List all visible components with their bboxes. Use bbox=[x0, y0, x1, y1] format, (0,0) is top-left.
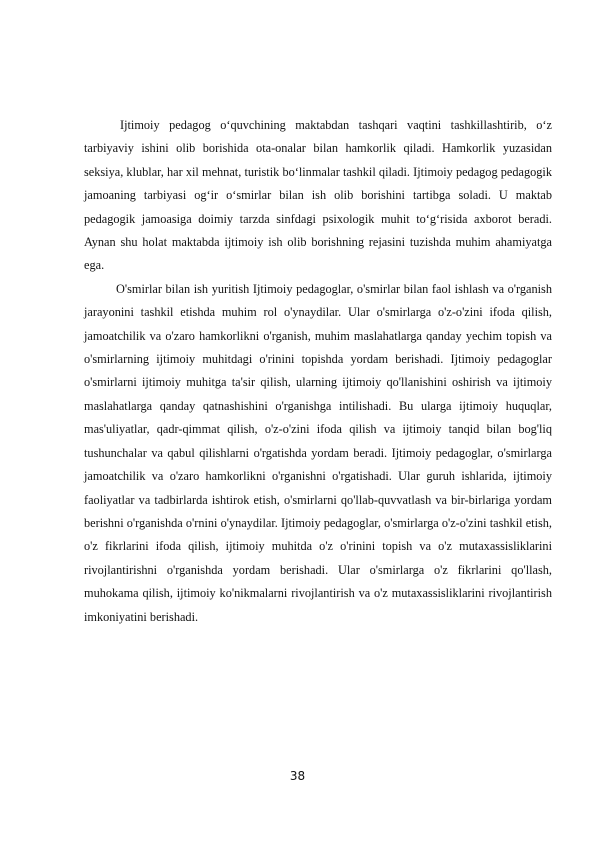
paragraph-working-with-teenagers: O'smirlar bilan ish yuritish Ijtimoiy pedagoglar, o'smirlar bilan faol ishlash va o'rganish jarayonini tashkil etishda muhim rol o'ynaydilar. Ular o'smirlarga o'z-o'zini ifoda qilish, jamoatchilik va o'zaro hamkorlikni o'rganish, muhim maslahatlarga qanday yechim topish va o'smirlarning ijtimoiy muhitdagi o'rinini topishda yordam berishadi. Ijtimoiy pedagoglar o'smirlarni ijtimoiy muhitga ta'sir qilish, ularning ijtimoiy qo'llanishini oshirish va ijtimoiy maslahatlarga qanday qatnashishini o'rganishga intilishadi. Bu ularga ijtimoiy huquqlar, mas'uliyatlar, qadr-qimmat qilish, o'z-o'zini ifoda qilish va ijtimoiy tanqid bilan bog'liq tushunchalar va qabul qilishlarni o'rgatishda yordam beradi. Ijtimoiy pedagoglar, o'smirlarga jamoatchilik va o'zaro hamkorlikni o'rganishni o'rgatishadi. Ular guruh ishlarida, ijtimoiy faoliyatlar va tadbirlarda ishtirok etish, o'smirlarni qo'llab-quvvatlash va bir-birlariga yordam berishni o'rganishda o'rnini o'ynaydilar. Ijtimoiy pedagoglar, o'smirlarga o'z-o'zini tashkil etish, o'z fikrlarini ifoda qilish, ijtimoiy muhitda o'z o'rinini topish va o'z mutaxassisliklarini rivojlantirishni o'rganishda yordam berishadi. Ular o'smirlarga o'z fikrlarini qo'llash, muhokama qilish, ijtimoiy ko'nikmalarni rivojlantirish va o'z mutaxassisliklarini rivojlantirish imkoniyatini berishadi. bbox=[84, 281, 552, 624]
paragraph-social-pedagog-cooperation: Ijtimoiy pedagog o‘quvchining maktabdan tashqari vaqtini tashkillashtirib, o‘z tarbiyaviy ishini olib borishida ota-onalar bilan hamkorlik qiladi. Hamkorlik yuzasidan seksiya, klublar, har xil mehnat, turistik bo‘linmalar tashkil qiladi. Ijtimoiy pedagog pedagogik jamoaning tarbiyasi og‘ir o‘smirlar bilan ish olib borishini tartibga soladi. U maktab pedagogik jamoasiga doimiy tarzda sinfdagi psixologik muhit to‘g‘risida axborot beradi. Aynan shu holat maktabda ijtimoiy ish olib borishning rejasini tuzishda muhim ahamiyatga ega. bbox=[84, 118, 552, 273]
body-text bbox=[84, 114, 552, 629]
page-number: 38 bbox=[289, 769, 306, 783]
